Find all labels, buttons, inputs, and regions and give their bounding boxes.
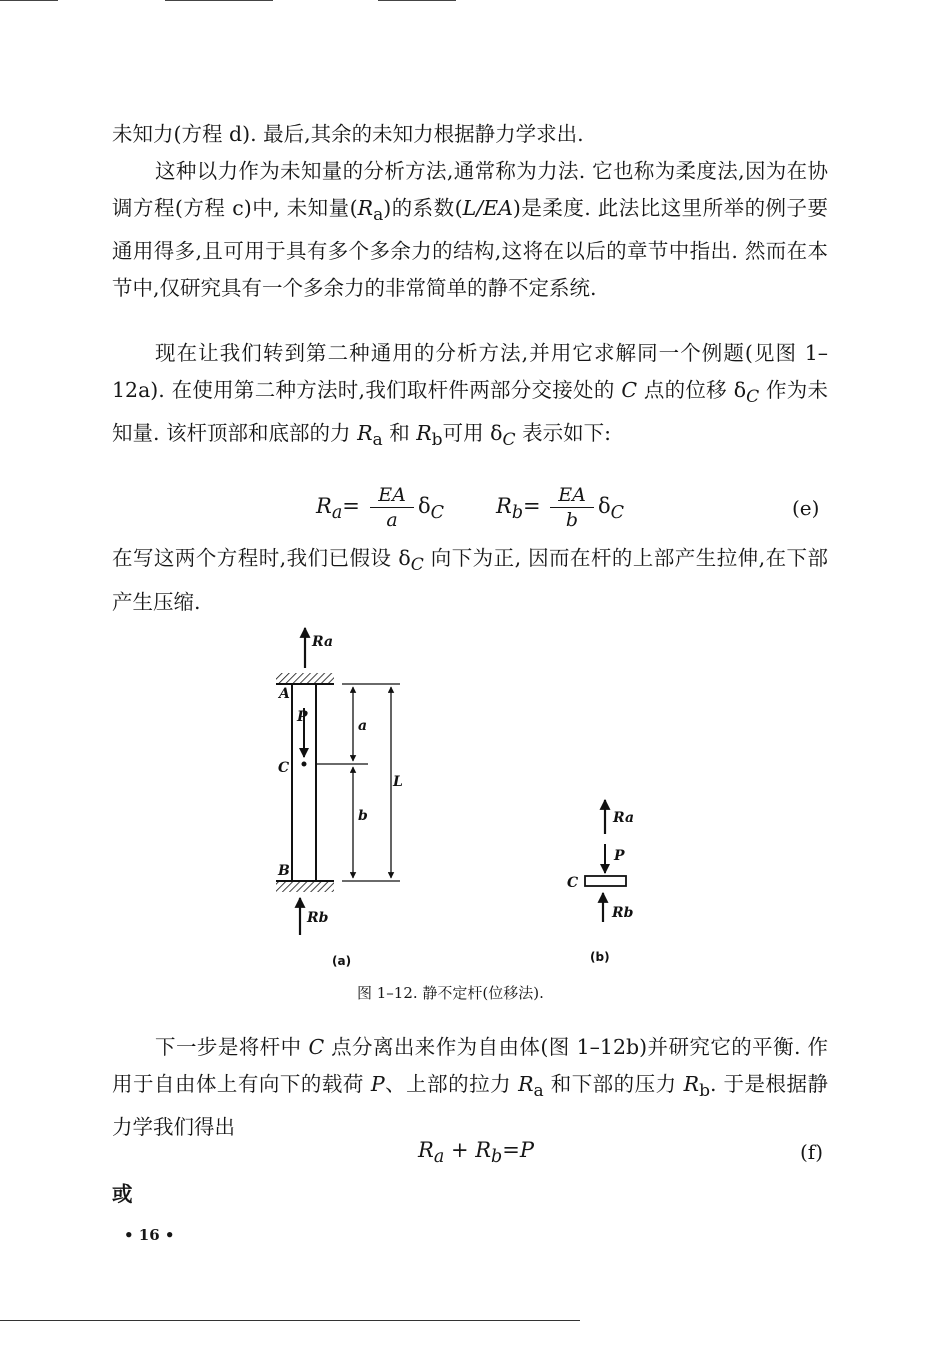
paragraph-5-text-c: 、上部的拉力: [384, 1071, 519, 1096]
eq-e-delta1: $\delta_C$: [418, 494, 445, 524]
var-Rb-sub: b: [431, 430, 443, 451]
paragraph-3-text-b: 点的位移 δ: [637, 377, 747, 402]
paragraph-3-text-c: 作为未知量. 该杆顶部和底部的力: [112, 377, 829, 446]
paragraph-3-text-a: 现在让我们转到第二种通用的分析方法,并用它求解同一个例题(见图 1–12a). 在使用第二种方法时,我们取杆件两部分交接处的: [112, 341, 828, 402]
subfigure-a-label: (a): [332, 954, 352, 968]
equation-e-label: (e): [792, 496, 820, 520]
fb-body: [585, 876, 626, 886]
fraction-2-denominator: b: [565, 509, 579, 531]
label-C: C: [278, 760, 290, 776]
point-C-dot: [302, 762, 307, 767]
var-Ra-sub: a: [373, 204, 384, 225]
var-Ra-sub: a: [533, 1080, 544, 1101]
paragraph-2-text-b: )的系数(: [383, 195, 463, 220]
paragraph-4-text-b: 向下为正, 因而在杆的上部产生拉伸,在下部产生压缩.: [112, 546, 828, 614]
paragraph-5-text-b: 点分离出来作为自由体(图 1–12b)并研究它的平衡. 作用于自由体上有向下的载荷: [112, 1035, 828, 1096]
fb-label-P: P: [614, 848, 625, 864]
figure-a: [276, 628, 403, 968]
paragraph-2-text-a: 这种以力作为未知量的分析方法,通常称为力法. 它也称为柔度法,因为在协调方程(方程 c)中, 未知量(: [112, 159, 828, 220]
top-support-hatch: [276, 673, 334, 683]
eq-e-lhs2: $R_b=$: [496, 494, 541, 524]
var-C: C: [621, 377, 638, 402]
fraction-2-numerator: EA: [558, 484, 586, 506]
var-Rb: R: [683, 1071, 700, 1096]
paragraph-2-text-c: )是柔度. 此法比这里所举的例子要通用得多,且可用于具有多个多余力的结构,这将在以后的章节中指出. 然而在本节中,仅研究具有一个多余力的非常简单的静不定系统.: [112, 195, 828, 300]
var-P: P: [370, 1071, 385, 1096]
paragraph-5-text-e: . 于是根据静力学我们得出: [112, 1071, 828, 1140]
fb-label-Rb: Rb: [612, 905, 634, 921]
delta-sub: C: [502, 430, 516, 451]
paragraph-5-text-d: 和下部的压力: [543, 1071, 684, 1096]
eq-e-delta2: $\delta_C$: [598, 494, 625, 524]
figure-caption: 图 1–12. 静不定杆(位移法).: [357, 984, 544, 1002]
delta-sub: C: [410, 555, 424, 576]
delta-sub: C: [746, 386, 760, 407]
paragraph-4-text-a: 在写这两个方程时,我们已假设 δ: [112, 546, 411, 570]
bottom-support-hatch: [276, 882, 334, 892]
paragraph-3-text-f: 表示如下:: [515, 421, 611, 446]
word-or: 或: [112, 1182, 133, 1206]
flexibility-coefficient: L/EA: [462, 195, 513, 220]
label-a: a: [358, 718, 368, 734]
var-C: C: [308, 1035, 325, 1059]
fb-label-Ra: Ra: [613, 810, 635, 826]
paragraph-3-text-e: 可用 δ: [442, 421, 503, 446]
var-Rb-sub: b: [699, 1080, 711, 1101]
label-Ra: Ra: [312, 634, 334, 650]
var-Rb: R: [416, 421, 432, 446]
fraction-1-denominator: a: [386, 509, 398, 531]
paragraph-5-text-a: 下一步是将杆中: [155, 1035, 309, 1059]
figure-b: [567, 800, 634, 964]
subfigure-b-label: (b): [590, 950, 610, 964]
label-Rb: Rb: [307, 910, 329, 926]
var-Ra: R: [357, 421, 373, 446]
label-P: P: [297, 709, 308, 725]
paragraph-1-text: 未知力(方程 d). 最后,其余的未知力根据静力学求出.: [112, 122, 584, 146]
paragraph-3-text-d: 和: [382, 421, 417, 446]
equation-f-label: (f): [800, 1140, 824, 1164]
fraction-1-numerator: EA: [378, 484, 406, 506]
label-A: A: [279, 686, 290, 702]
var-Ra: R: [518, 1071, 534, 1096]
label-L: L: [393, 774, 403, 790]
var-Ra-sub: a: [372, 430, 383, 451]
eq-e-lhs1: $R_a=$: [316, 494, 360, 524]
scan-rule-bottom: [0, 1320, 580, 1321]
fb-label-C: C: [567, 875, 579, 891]
eq-f-body: $R_a + R_b=P$: [418, 1138, 534, 1168]
var-Ra: R: [357, 195, 374, 220]
paragraph-5: [112, 1029, 828, 1146]
label-B: B: [278, 863, 290, 879]
page-number: • 16 •: [124, 1226, 175, 1244]
label-b: b: [358, 808, 368, 824]
